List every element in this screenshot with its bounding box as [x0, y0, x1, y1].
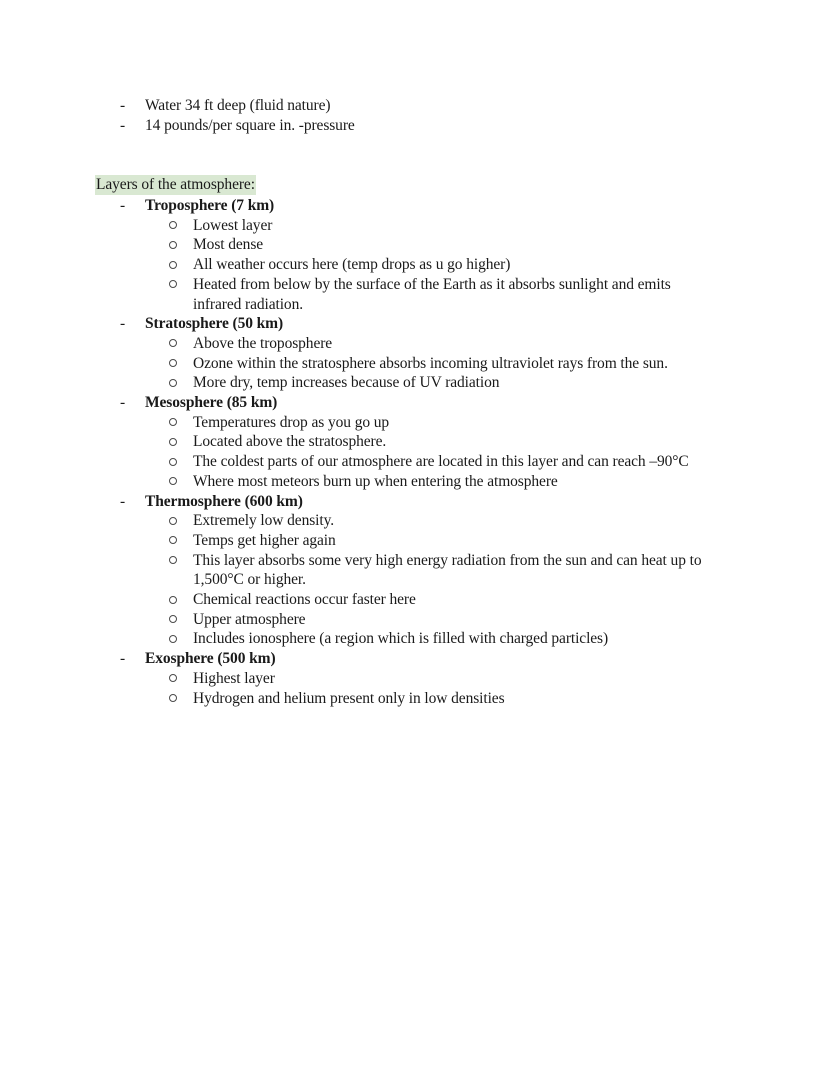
list-item [0, 689, 828, 709]
list-item [0, 472, 828, 492]
list-item-text: More dry, temp increases because of UV radiation [193, 374, 500, 392]
list-item-text: Where most meteors burn up when entering the atmosphere [193, 472, 558, 490]
list-item-text: The coldest parts of our atmosphere are located in this layer and can reach –90°C [193, 453, 689, 471]
list-item [0, 610, 828, 630]
list-item-text: Extremely low density. [193, 512, 335, 530]
circle-bullet-icon [169, 334, 177, 354]
list-item-text: Most dense [193, 236, 264, 254]
layer-title: Troposphere (7 km) [145, 197, 275, 214]
layer-title: Stratosphere (50 km) [145, 315, 284, 333]
layer-title: Thermosphere (600 km) [145, 492, 303, 510]
dash-bullet-icon: - [120, 315, 126, 333]
list-item [0, 235, 828, 255]
list-item-text: Includes ionosphere (a region which is filled with charged particles) [193, 630, 609, 648]
circle-bullet-icon [169, 689, 177, 709]
list-item [0, 373, 828, 393]
list-item [0, 413, 828, 433]
list-item-text: All weather occurs here (temp drops as u go higher) [193, 256, 511, 274]
circle-bullet-icon [169, 669, 177, 689]
circle-bullet-icon [169, 629, 177, 649]
circle-bullet-icon [169, 472, 177, 492]
layer-title: Exosphere (500 km) [145, 650, 276, 668]
list-item [0, 255, 828, 275]
section-heading-text: Layers of the atmosphere: [96, 176, 255, 193]
list-item [0, 452, 828, 472]
circle-bullet-icon [169, 354, 177, 374]
list-item-text: Lowest layer [193, 216, 273, 234]
list-item [0, 432, 828, 452]
list-item-text: Highest layer [193, 669, 275, 687]
list-item [0, 96, 828, 116]
circle-bullet-icon [169, 511, 177, 531]
list-item-text: Above the troposphere [193, 334, 333, 352]
list-item-text: This layer absorbs some very high energy radiation from the sun and can heat up to 1,500°C or higher. [193, 551, 702, 589]
dash-bullet-icon: - [120, 492, 126, 510]
dash-bullet-icon: - [120, 650, 126, 668]
list-item-text: Temps get higher again [193, 531, 336, 549]
list-item-text: Upper atmosphere [193, 610, 306, 628]
circle-bullet-icon [169, 275, 177, 295]
list-item [0, 275, 828, 314]
dash-bullet-icon: - [120, 394, 126, 412]
list-item [0, 551, 828, 590]
list-item-text: Water 34 ft deep (fluid nature) [145, 97, 331, 114]
layer-heading-stratosphere [0, 314, 828, 334]
list-item [0, 511, 828, 531]
circle-bullet-icon [169, 413, 177, 433]
layer-heading-exosphere [0, 649, 828, 669]
circle-bullet-icon [169, 216, 177, 236]
circle-bullet-icon [169, 255, 177, 275]
layer-heading-thermosphere [0, 492, 828, 512]
list-item [0, 531, 828, 551]
layer-title: Mesosphere (85 km) [145, 394, 278, 412]
list-item [0, 354, 828, 374]
list-item [0, 116, 828, 136]
list-item [0, 629, 828, 649]
layer-heading-troposphere [0, 196, 828, 216]
circle-bullet-icon [169, 432, 177, 452]
circle-bullet-icon [169, 235, 177, 255]
section-heading [95, 175, 256, 195]
layers-outline [0, 196, 828, 708]
list-item-text: Ozone within the stratosphere absorbs incoming ultraviolet rays from the sun. [193, 354, 668, 372]
list-item [0, 334, 828, 354]
layer-heading-mesosphere [0, 393, 828, 413]
list-item-text: 14 pounds/per square in. -pressure [145, 116, 355, 134]
list-item-text: Temperatures drop as you go up [193, 413, 390, 431]
circle-bullet-icon [169, 590, 177, 610]
circle-bullet-icon [169, 531, 177, 551]
circle-bullet-icon [169, 373, 177, 393]
circle-bullet-icon [169, 610, 177, 630]
list-item-text: Located above the stratosphere. [193, 433, 387, 451]
list-item-text: Chemical reactions occur faster here [193, 591, 416, 609]
circle-bullet-icon [169, 452, 177, 472]
list-item [0, 216, 828, 236]
intro-bullet-list [0, 96, 828, 135]
list-item-text: Hydrogen and helium present only in low densities [193, 689, 505, 707]
dash-bullet-icon: - [120, 197, 126, 214]
list-item [0, 669, 828, 689]
circle-bullet-icon [169, 551, 177, 571]
dash-bullet-icon: - [120, 97, 126, 114]
dash-bullet-icon: - [120, 116, 126, 134]
list-item-text: Heated from below by the surface of the Earth as it absorbs sunlight and emits infrared radiation. [193, 275, 671, 313]
list-item [0, 590, 828, 610]
